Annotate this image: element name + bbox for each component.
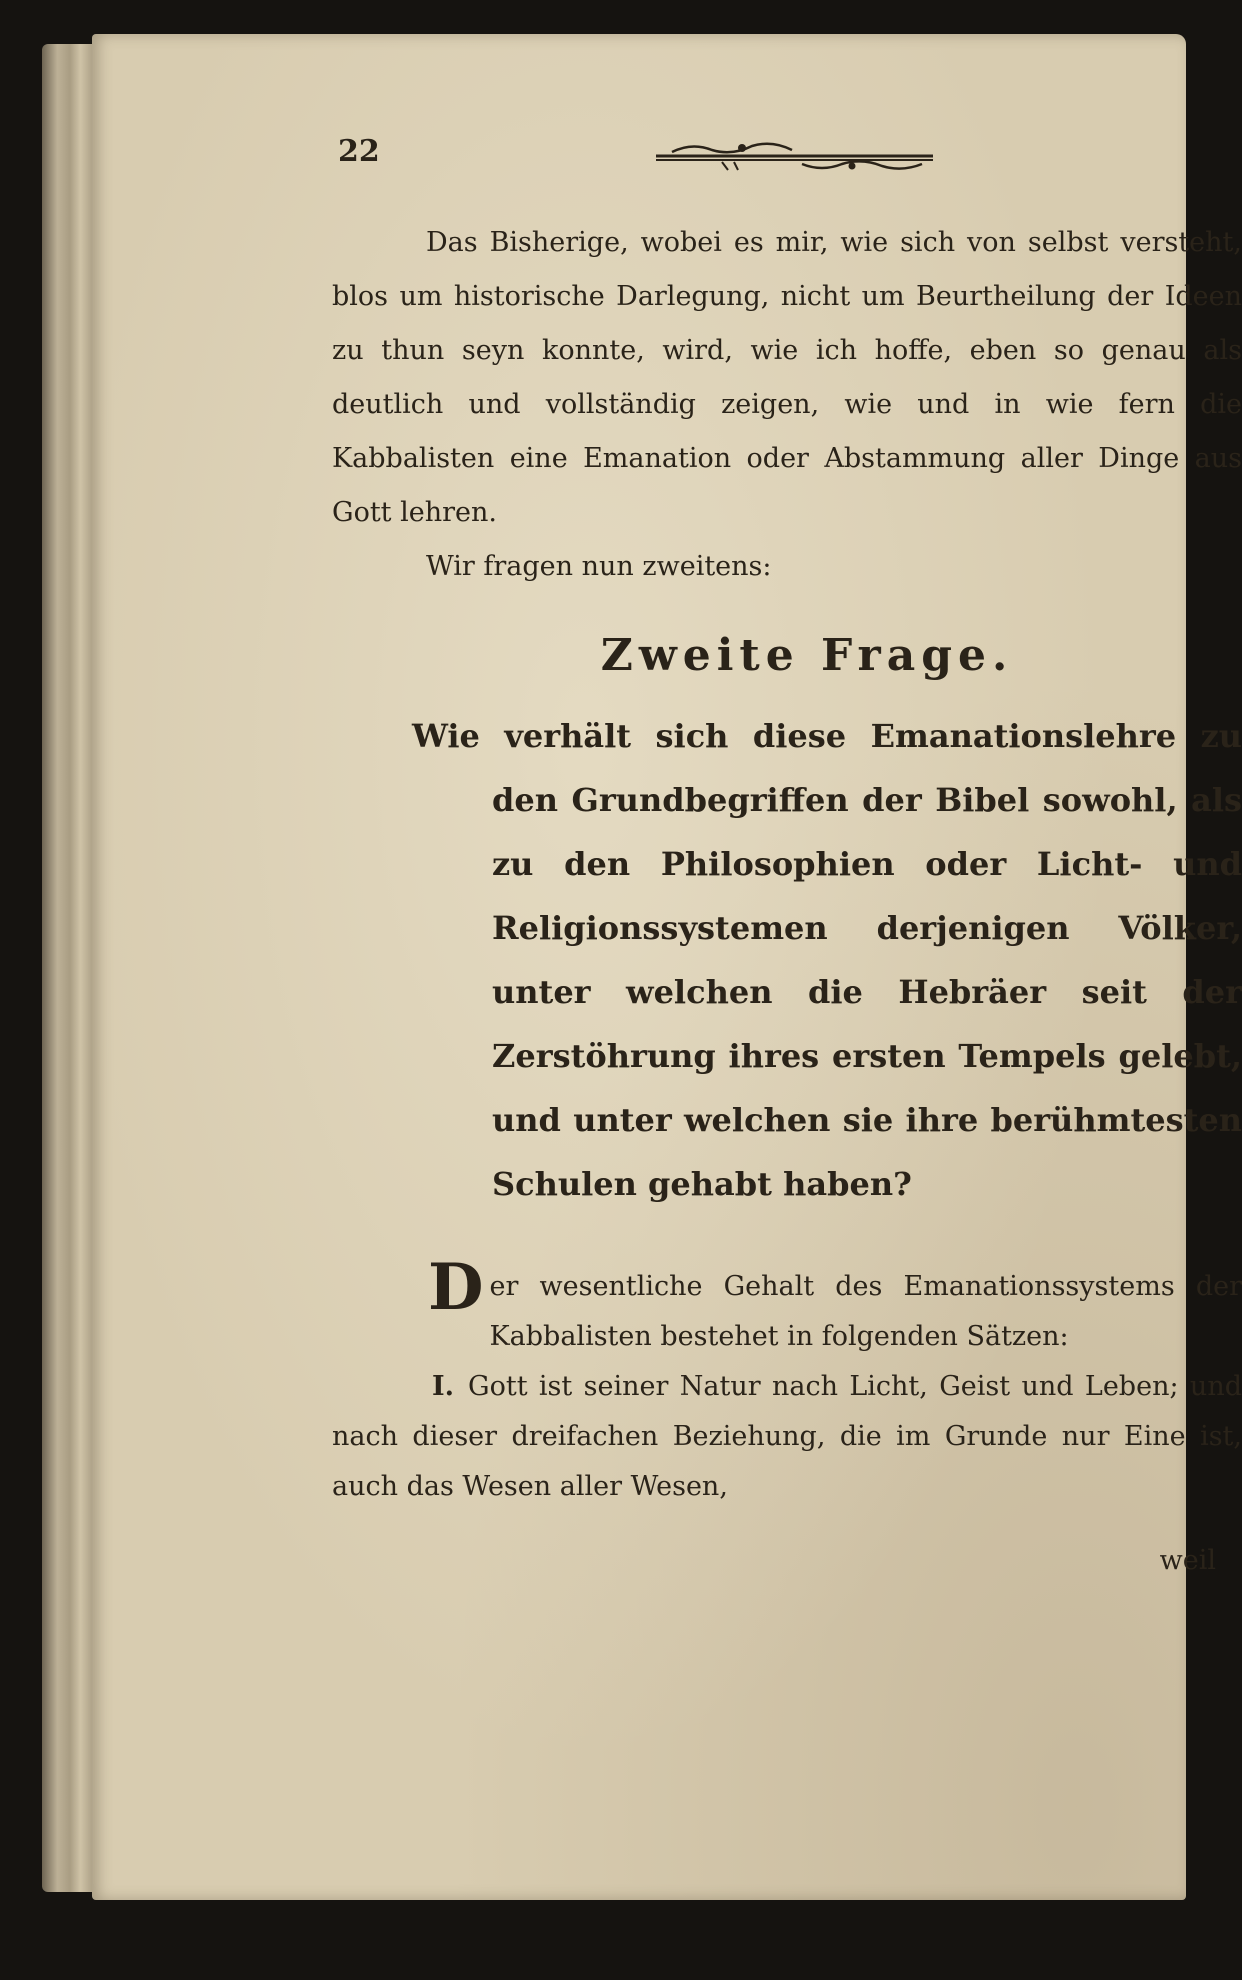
answer-paragraph: er wesentliche Gehalt des Emanationssystems der Kabbalisten bestehet in folgenden Sätzen: xyxy=(489,1271,1242,1352)
book-page xyxy=(92,34,1242,1900)
list-item xyxy=(332,1362,1242,1512)
intro-paragraph: Das Bisherige, wobei es mir, wie sich von selbst versteht, blos um historische Darlegung, nicht um Beurtheilung der Ideen zu thun seyn konnte, wird, wie ich hoffe, eben so genau als deutlich und vollständig zeigen, wie und in wie fern die Kabbalisten eine Emanation oder Abstammung aller Dinge aus Gott lehren. xyxy=(332,227,1242,528)
catchword: weil xyxy=(1159,1545,1216,1576)
page-body xyxy=(332,216,1242,1576)
question-paragraph: Wie verhält sich diese Emanationslehre zu den Grundbegriffen der Bibel sowohl, als zu den Philosophien oder Licht- und Religionssystemen derjenigen Völker, unter welchen die Hebräer seit der Zerstöhrung ihres ersten Tempels gelebt, und unter welchen sie ihre berühmtesten Schulen gehabt haben? xyxy=(412,717,1242,1203)
drop-cap: D xyxy=(428,1250,484,1325)
item-text: Gott ist seiner Natur nach Licht, Geist und Leben; und nach dieser dreifachen Beziehung, die im Grunde nur Eine ist, auch das Wesen aller Wesen, xyxy=(332,1371,1242,1502)
header-ornament xyxy=(652,138,937,174)
page-number: 22 xyxy=(338,134,380,169)
item-number: I. xyxy=(432,1371,455,1402)
page-footer xyxy=(332,1512,1242,1576)
question-block xyxy=(332,704,1242,1216)
section-heading: Zweite Frage. xyxy=(600,630,1014,681)
answer-block xyxy=(332,1250,1242,1576)
transition-line: Wir fragen nun zweitens: xyxy=(426,551,772,582)
